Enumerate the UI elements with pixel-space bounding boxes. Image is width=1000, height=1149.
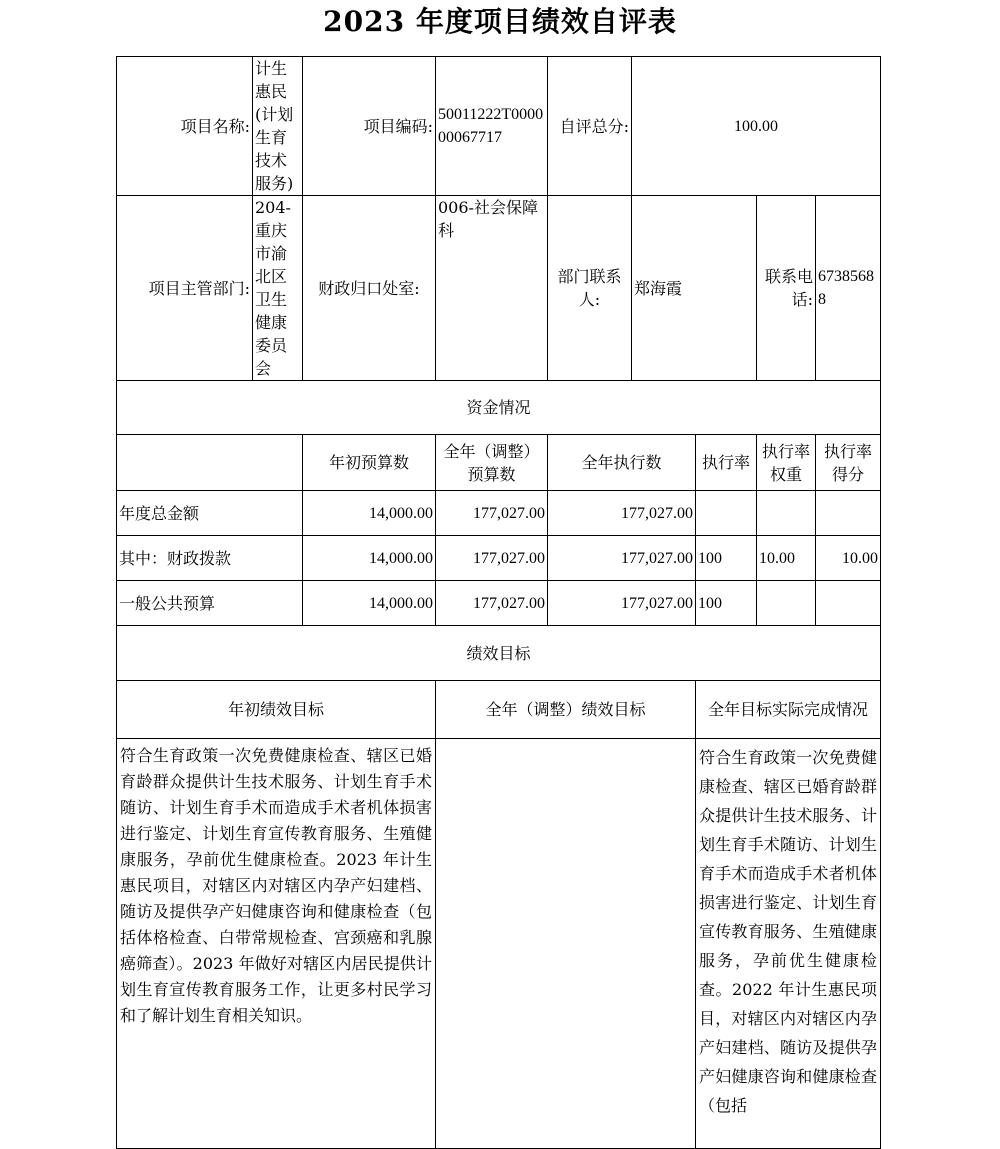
funds-row-score xyxy=(816,491,881,536)
funds-row-label: 年度总金额 xyxy=(117,491,303,536)
funds-header-weight: 执行率权重 xyxy=(757,435,816,491)
contact-label: 部门联系人: xyxy=(548,196,632,381)
page-title: 2023 年度项目绩效自评表 xyxy=(323,5,677,38)
performance-table xyxy=(116,56,881,1149)
finance-label: 财政归口处室: xyxy=(303,196,436,381)
funds-section-title: 资金情况 xyxy=(117,381,881,435)
funds-header-initial: 年初预算数 xyxy=(303,435,436,491)
funds-row-executed: 177,027.00 xyxy=(548,491,696,536)
initial-goal-text: 符合生育政策一次免费健康检查、辖区已婚育龄群众提供计生技术服务、计划生育手术随访、计划生育手术而造成手术者机体损害进行鉴定、计划生育宣传教育服务、生殖健康服务，孕前优生健康检查。2023 年计生惠民项目，对辖区内对辖区内孕产妇建档、随访及提供孕产妇健康咨询和健康检查（包括体格检查、白带常规检查、宫颈癌和乳腺癌筛查）。2023 年做好对辖区内居民提供计划生育宣传教育服务工作，让更多村民学习和了解计划生育相关知识。 xyxy=(117,739,436,1149)
score-value: 100.00 xyxy=(632,57,881,196)
phone-value: 67385688 xyxy=(816,196,881,381)
funds-header-rate: 执行率 xyxy=(696,435,757,491)
funds-row-label: 一般公共预算 xyxy=(117,581,303,626)
funds-row-score: 10.00 xyxy=(816,536,881,581)
performance-header-actual: 全年目标实际完成情况 xyxy=(696,681,881,739)
table-row xyxy=(117,491,881,536)
project-code-value: 50011222T000000067717 xyxy=(436,57,548,196)
project-name-label: 项目名称: xyxy=(117,57,253,196)
score-label: 自评总分: xyxy=(548,57,632,196)
table-row xyxy=(117,536,881,581)
contact-value: 郑海霞 xyxy=(632,196,757,381)
funds-row-rate: 100 xyxy=(696,536,757,581)
finance-value: 006-社会保障科 xyxy=(436,196,548,381)
dept-value: 204-重庆市渝北区卫生健康委员会 xyxy=(253,196,303,381)
funds-row-score xyxy=(816,581,881,626)
funds-row-executed: 177,027.00 xyxy=(548,536,696,581)
funds-header-adjusted: 全年（调整）预算数 xyxy=(436,435,548,491)
dept-label: 项目主管部门: xyxy=(117,196,253,381)
project-name-value: 计生惠民(计划生育技术服务) xyxy=(253,57,303,196)
performance-header-initial: 年初绩效目标 xyxy=(117,681,436,739)
actual-completion-text: 符合生育政策一次免费健康检查、辖区已婚育龄群众提供计生技术服务、计划生育手术随访、计划生育手术而造成手术者机体损害进行鉴定、计划生育宣传教育服务、生殖健康服务，孕前优生健康检查。2022 年计生惠民项目，对辖区内对辖区内孕产妇建档、随访及提供孕产妇健康咨询和健康检查（包括 xyxy=(696,739,881,1149)
funds-row-label: 其中：财政拨款 xyxy=(117,536,303,581)
table-row xyxy=(117,581,881,626)
performance-section-title: 绩效目标 xyxy=(117,626,881,681)
funds-row-adjusted: 177,027.00 xyxy=(436,581,548,626)
funds-row-weight xyxy=(757,581,816,626)
funds-row-rate: 100 xyxy=(696,581,757,626)
funds-header-score: 执行率得分 xyxy=(816,435,881,491)
adjusted-goal-text xyxy=(436,739,696,1149)
phone-label: 联系电话: xyxy=(757,196,816,381)
funds-row-rate xyxy=(696,491,757,536)
funds-row-initial: 14,000.00 xyxy=(303,536,436,581)
funds-header-executed: 全年执行数 xyxy=(548,435,696,491)
funds-row-initial: 14,000.00 xyxy=(303,581,436,626)
performance-header-adjusted: 全年（调整）绩效目标 xyxy=(436,681,696,739)
funds-row-weight: 10.00 xyxy=(757,536,816,581)
funds-row-initial: 14,000.00 xyxy=(303,491,436,536)
funds-row-weight xyxy=(757,491,816,536)
funds-row-adjusted: 177,027.00 xyxy=(436,536,548,581)
project-code-label: 项目编码: xyxy=(303,57,436,196)
funds-header-blank xyxy=(117,435,303,491)
funds-row-adjusted: 177,027.00 xyxy=(436,491,548,536)
funds-row-executed: 177,027.00 xyxy=(548,581,696,626)
